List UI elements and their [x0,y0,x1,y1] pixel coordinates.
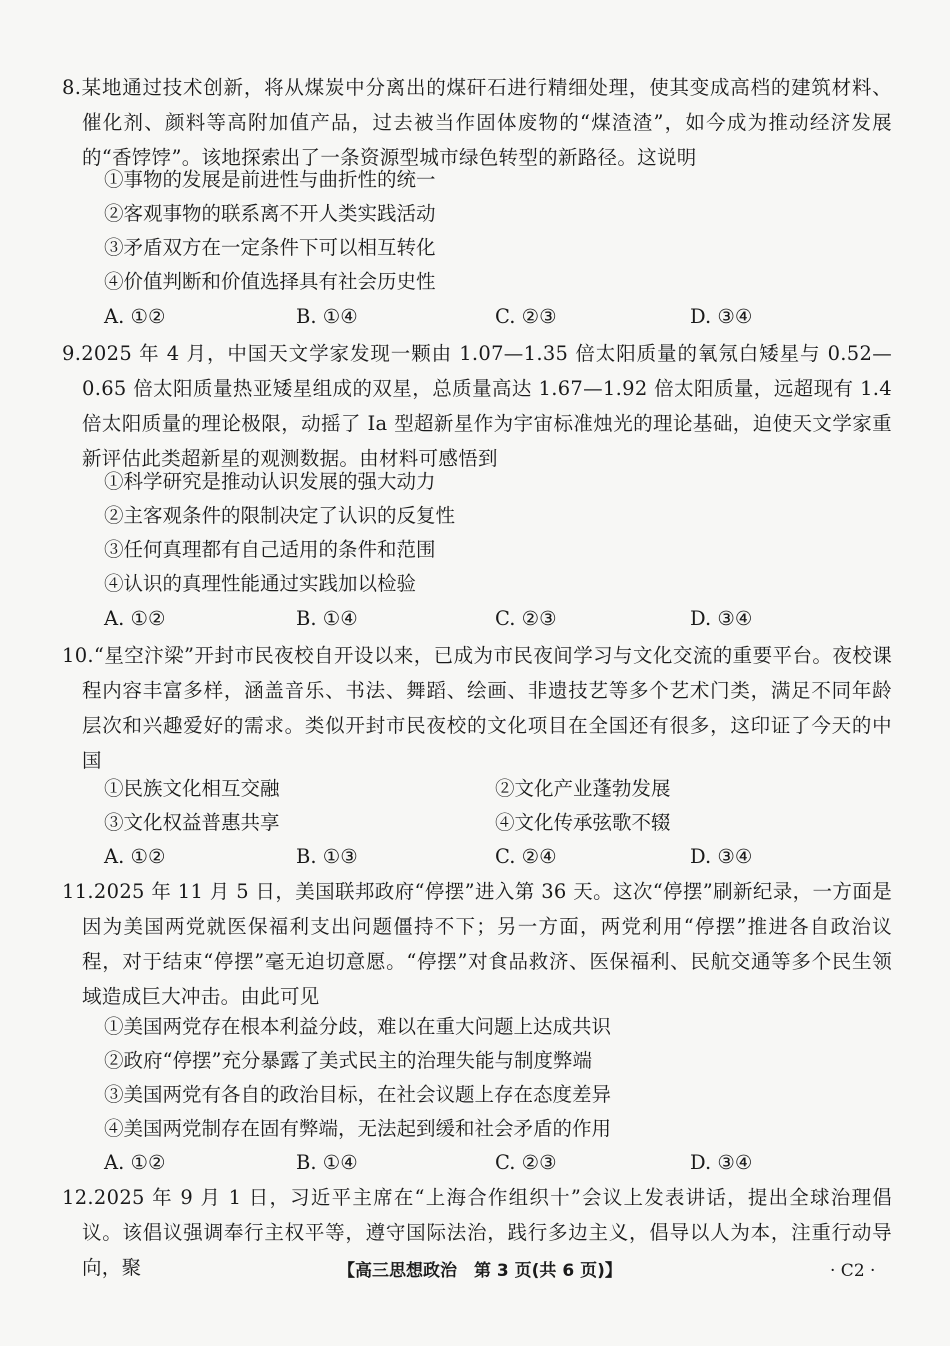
question-11-choice-b: B. ①④ [296,1151,358,1174]
question-9-choice-a: A. ①② [104,607,166,630]
question-12-stem: 12.2025 年 9 月 1 日，习近平主席在“上海合作组织十”会议上发表讲话，提出全球治理倡议。该倡议强调奉行主权平等，遵守国际法治，践行多边主义，倡导以人为本，注重行动导向，聚 [62,1186,892,1279]
question-8-choice-a: A. ①② [104,305,166,328]
question-9-option-2: ②主客观条件的限制决定了认识的反复性 [104,504,456,527]
question-10-choice-c: C. ②④ [495,845,557,868]
question-8-choice-d: D. ③④ [690,305,753,328]
question-9-option-1: ①科学研究是推动认识发展的强大动力 [104,470,436,493]
question-10-choice-d: D. ③④ [690,845,753,868]
question-9-option-3: ③任何真理都有自己适用的条件和范围 [104,538,436,561]
question-10-option-1: ①民族文化相互交融 [104,777,280,800]
question-10-stem: 10.“星空汴梁”开封市民夜校自开设以来，已成为市民夜间学习与文化交流的重要平台。夜校课程内容丰富多样，涵盖音乐、书法、舞蹈、绘画、非遗技艺等多个艺术门类，满足不同年龄层次和兴趣爱好的需求。类似开封市民夜校的文化项目在全国还有很多，这印证了今天的中国 [62,644,892,772]
question-10-choice-a: A. ①② [104,845,166,868]
question-10-option-3: ③文化权益普惠共享 [104,811,280,834]
question-10-choice-b: B. ①③ [296,845,358,868]
question-8-option-2: ②客观事物的联系离不开人类实践活动 [104,202,436,225]
question-11-stem: 11.2025 年 11 月 5 日，美国联邦政府“停摆”进入第 36 天。这次“停摆”刷新纪录，一方面是因为美国两党就医保福利支出问题僵持不下；另一方面，两党利用“停摆”推进各自政治议程，对于结束“停摆”毫无迫切意愿。“停摆”对食品救济、医保福利、民航交通等多个民生领域造成巨大冲击。由此可见 [62,880,892,1008]
question-8-choice-b: B. ①④ [296,305,358,328]
question-11-option-4: ④美国两党制存在固有弊端，无法起到缓和社会矛盾的作用 [104,1117,612,1140]
question-11-option-3: ③美国两党有各自的政治目标，在社会议题上存在态度差异 [104,1083,612,1106]
question-11-choice-c: C. ②③ [495,1151,557,1174]
question-11-choice-d: D. ③④ [690,1151,753,1174]
footer-paper-code: · C2 · [830,1261,876,1281]
question-8-option-4: ④价值判断和价值选择具有社会历史性 [104,270,436,293]
footer-page-label: 【高三思想政治 第 3 页(共 6 页)】 [338,1261,622,1281]
question-10-option-4: ④文化传承弦歌不辍 [495,811,671,834]
question-8-stem: 8.某地通过技术创新，将从煤炭中分离出的煤矸石进行精细处理，使其变成高档的建筑材料、催化剂、颜料等高附加值产品，过去被当作固体废物的“煤渣渣”，如今成为推动经济发展的“香饽饽”。该地探索出了一条资源型城市绿色转型的新路径。这说明 [62,76,892,169]
question-8-option-1: ①事物的发展是前进性与曲折性的统一 [104,168,436,191]
question-9-choice-b: B. ①④ [296,607,358,630]
question-9-option-4: ④认识的真理性能通过实践加以检验 [104,572,417,595]
question-11-option-1: ①美国两党存在根本利益分歧，难以在重大问题上达成共识 [104,1015,612,1038]
question-9-stem: 9.2025 年 4 月，中国天文学家发现一颗由 1.07—1.35 倍太阳质量的氧氖白矮星与 0.52—0.65 倍太阳质量热亚矮星组成的双星，总质量高达 1.67—1.92 倍太阳质量，远超现有 1.4 倍太阳质量的理论极限，动摇了 Ia 型超新星作为宇宙标准烛光的理论基础，迫使天文学家重新评估此类超新星的观测数据。由材料可感悟到 [62,342,892,470]
question-11-choice-a: A. ①② [104,1151,166,1174]
question-8-choice-c: C. ②③ [495,305,557,328]
page-footer [0,1254,950,1288]
question-10-option-2: ②文化产业蓬勃发展 [495,777,671,800]
question-11-option-2: ②政府“停摆”充分暴露了美式民主的治理失能与制度弊端 [104,1049,592,1072]
question-9-choice-d: D. ③④ [690,607,753,630]
question-9-choice-c: C. ②③ [495,607,557,630]
question-8-option-3: ③矛盾双方在一定条件下可以相互转化 [104,236,436,259]
